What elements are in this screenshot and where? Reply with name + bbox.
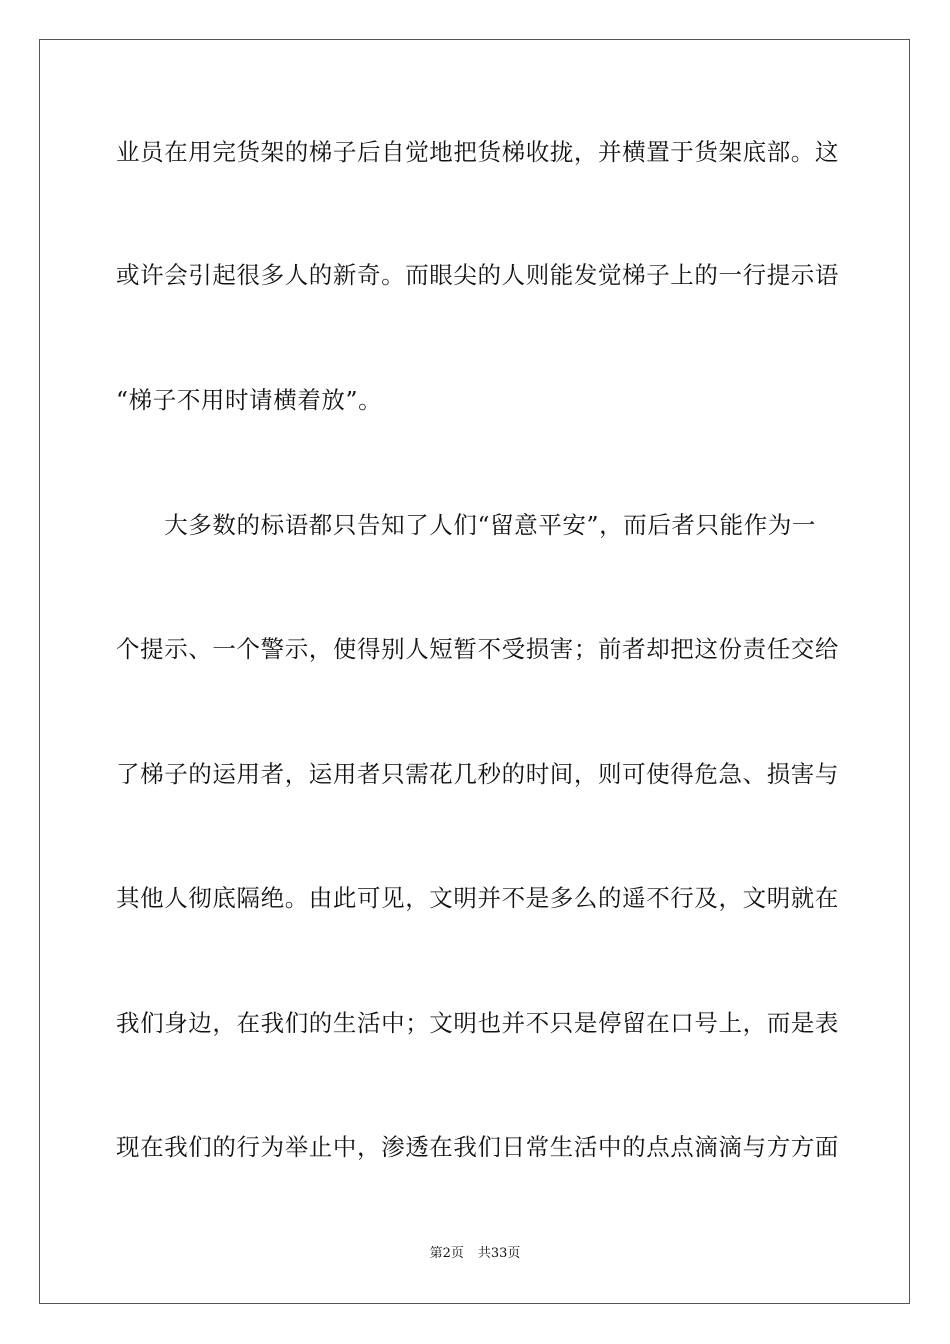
body-text-line: 其他人彻底隔绝。由此可见，文明并不是多么的遥不行及，文明就在 [116,884,839,912]
total-pages: 共33页 [477,1246,521,1261]
body-text-line: “梯子不用时请横着放”。 [116,386,383,414]
body-text-line: 了梯子的运用者，运用者只需花几秒的时间，则可使得危急、损害与 [116,760,839,788]
page-number: 第2页 [429,1246,464,1261]
body-text-line: 或许会引起很多人的新奇。而眼尖的人则能发觉梯子上的一行提示语 [116,261,839,289]
page-border [39,39,910,1304]
page-footer [0,1245,950,1263]
body-text-line: 业员在用完货架的梯子后自觉地把货梯收拢，并横置于货架底部。这 [116,138,839,166]
body-text-line: 我们身边，在我们的生活中；文明也并不只是停留在口号上，而是表 [116,1009,839,1037]
body-text-line: 大多数的标语都只告知了人们“留意平安”，而后者只能作为一 [116,511,817,539]
body-text-line: 个提示、一个警示，使得别人短暂不受损害；前者却把这份责任交给 [116,635,839,663]
body-text-line: 现在我们的行为举止中，渗透在我们日常生活中的点点滴滴与方方面 [116,1133,839,1161]
